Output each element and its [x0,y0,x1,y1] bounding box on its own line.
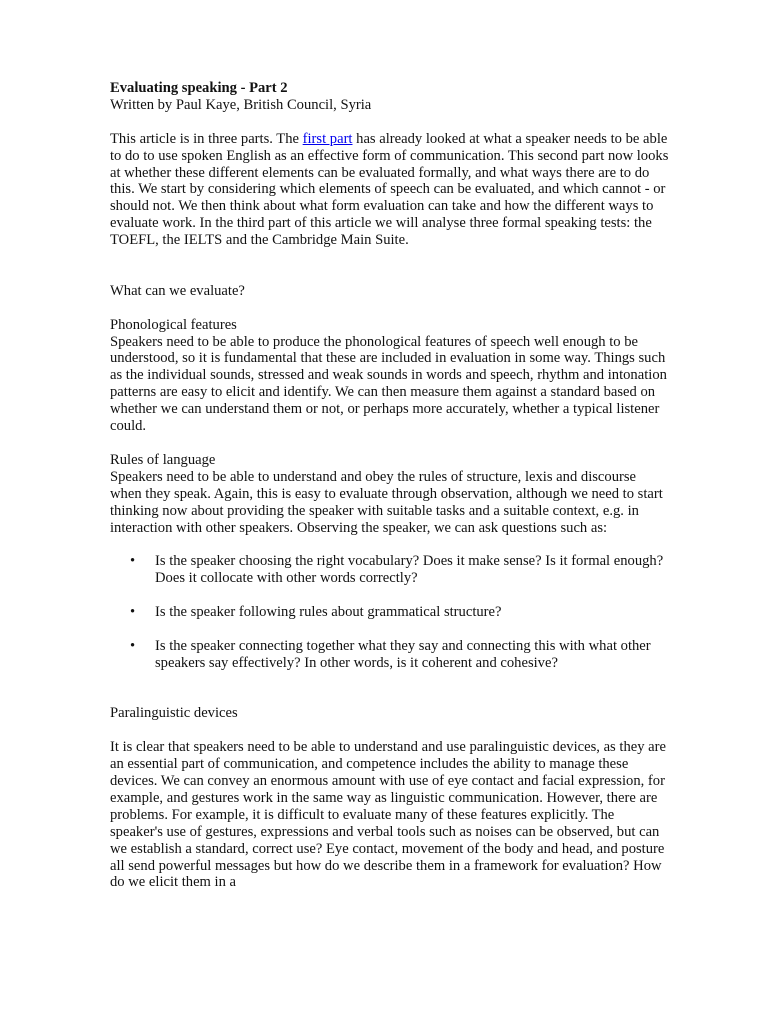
paralinguistic-heading: Paralinguistic devices [110,705,238,722]
intro-paragraph [110,131,670,249]
spacer [110,536,670,553]
first-part-link[interactable]: first part [302,130,353,147]
article-byline: Written by Paul Kaye, British Council, Syria [110,96,372,113]
intro-text-before-link: This article is in three parts. The [110,130,303,147]
spacer [110,689,670,706]
bullet-icon: • [130,553,136,570]
list-item [110,638,670,672]
phonological-paragraph: Speakers need to be able to produce the phonological features of speech well enough to be understood, so it is fundamental that these are included in evaluation in some way. Things such as the individual sounds, stressed and weak sounds in words and speech, rhythm and intonation patterns are easy to elicit and identify. We can then measure them against a standard based on whether we can understand them or not, or perhaps more accurately, whether a typical listener could. [110,333,667,435]
paralinguistic-paragraph: It is clear that speakers need to be able to understand and use paralinguistic devices, as they are an essential part of communication, and competence includes the ability to manage these devices. We can convey an enormous amount with use of eye contact and facial expression, for example, and gestures work in the same way as linguistic communication. However, there are problems. For example, it is difficult to evaluate many of these features explicitly. The speaker's use of gestures, expressions and verbal tools such as noises can be observed, but can we establish a standard, correct use? Eye contact, movement of the body and head, and posture all send powerful messages but how do we describe them in a framework for evaluation? How do we elicit them in a [110,739,666,891]
bullet-icon: • [130,604,136,620]
spacer [110,300,670,317]
phonological-heading: Phonological features [110,316,237,333]
spacer [110,114,670,131]
spacer [110,722,670,739]
bullet-icon: • [130,637,136,654]
spacer [110,249,670,283]
question-text: Is the speaker choosing the right vocabulary? Does it make sense? Is it formal enough? Does it collocate with other words correctly? [155,553,664,587]
list-item [110,604,670,621]
rules-heading: Rules of language [110,451,216,468]
section-heading-what-can-we-evaluate: What can we evaluate? [110,282,245,299]
question-text: Is the speaker connecting together what they say and connecting this with what other speakers say effectively? In other words, is it coherent and cohesive? [155,637,651,671]
rules-paragraph: Speakers need to be able to understand and obey the rules of structure, lexis and discourse when they speak. Again, this is easy to evaluate through observation, although we need to start thinking now about providing the speaker with suitable tasks and a suitable context, e.g. in interaction with other speakers. Observing the speaker, we can ask questions such as: [110,468,663,536]
list-item [110,553,670,587]
article-title: Evaluating speaking - Part 2 [110,80,288,96]
document-page [110,80,670,891]
intro-text-after-link: has already looked at what a speaker needs to be able to do to use spoken English as an effective form of communication. This second part now looks at whether these different elements can be evaluated formally, and what ways there are to do this. We start by considering which elements of speech can be evaluated, and which cannot - or should not. We then think about what form evaluation can take and how the different ways to evaluate work. In the third part of this article we will analyse three formal speaking tests: the TOEFL, the IELTS and the Cambridge Main Suite. [110,130,669,249]
spacer [110,435,670,452]
questions-list [110,553,670,671]
question-text: Is the speaker following rules about grammatical structure? [155,604,502,620]
